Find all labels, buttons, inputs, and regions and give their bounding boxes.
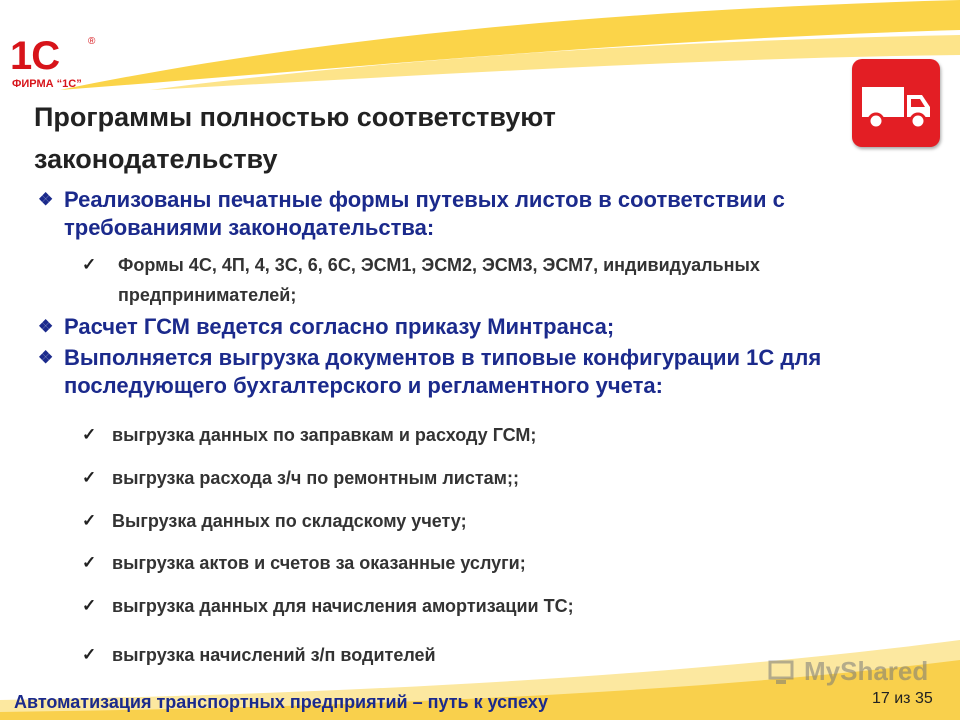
export-item-text: выгрузка актов и счетов за оказанные услуги; [112, 553, 526, 573]
export-item [82, 548, 902, 578]
bullet-text: Реализованы печатные формы путевых листов в соответствии с требованиями законодательства: [64, 187, 785, 240]
logo-registered-mark: ® [88, 36, 96, 47]
diamond-bullet-icon: ❖ [38, 317, 54, 336]
header-swoosh [0, 0, 960, 90]
bullet-item-fuel-calculation [38, 313, 938, 341]
checkmark-icon: ✓ [82, 255, 97, 274]
checkmark-icon: ✓ [82, 468, 97, 487]
export-item-text: Выгрузка данных по складскому учету; [112, 511, 467, 531]
sub-item-text: Формы 4С, 4П, 4, 3С, 6, 6С, ЭСМ1, ЭСМ2, ЭСМ3, ЭСМ7, индивидуальных предпринимателей; [118, 255, 760, 305]
bullet-text: Расчет ГСМ ведется согласно приказу Минтранса; [64, 314, 615, 339]
bullet-item-printed-forms [38, 186, 938, 242]
checkmark-icon: ✓ [82, 553, 97, 572]
checkmark-icon: ✓ [82, 596, 97, 615]
logo-subtitle: ФИРМА “1С” [12, 78, 82, 90]
bullet-item-export [38, 344, 938, 400]
logo-brand: 1С [10, 34, 60, 78]
truck-icon-graphic [852, 59, 940, 147]
watermark-icon [768, 660, 798, 686]
diamond-bullet-icon: ❖ [38, 348, 54, 367]
export-item [82, 591, 902, 621]
page-number: 17 из 35 [872, 690, 933, 707]
footer-tagline: Автоматизация транспортных предприятий – путь к успеху [14, 692, 549, 712]
bullet-text: Выполняется выгрузка документов в типовые конфигурации 1С для последующего бухгалтерского и регламентного учета: [64, 345, 822, 398]
diamond-bullet-icon: ❖ [38, 190, 54, 209]
export-item-text: выгрузка данных для начисления амортизации ТС; [112, 596, 574, 616]
export-item-text: выгрузка начислений з/п водителей [112, 645, 436, 665]
truck-icon [852, 59, 940, 147]
checkmark-icon: ✓ [82, 645, 97, 664]
slide-title: Программы полностью соответствуют законодательству [34, 102, 556, 174]
company-logo [10, 34, 110, 96]
checkmark-icon: ✓ [82, 511, 97, 530]
export-item-text: выгрузка расхода з/ч по ремонтным листам;; [112, 468, 519, 488]
export-item [82, 420, 902, 450]
export-item-text: выгрузка данных по заправкам и расходу ГСМ; [112, 425, 537, 445]
export-item [82, 506, 902, 536]
sub-item-forms [82, 250, 802, 310]
checkmark-icon: ✓ [82, 425, 97, 444]
export-item [82, 463, 902, 493]
watermark-text: MyShared [804, 656, 929, 686]
